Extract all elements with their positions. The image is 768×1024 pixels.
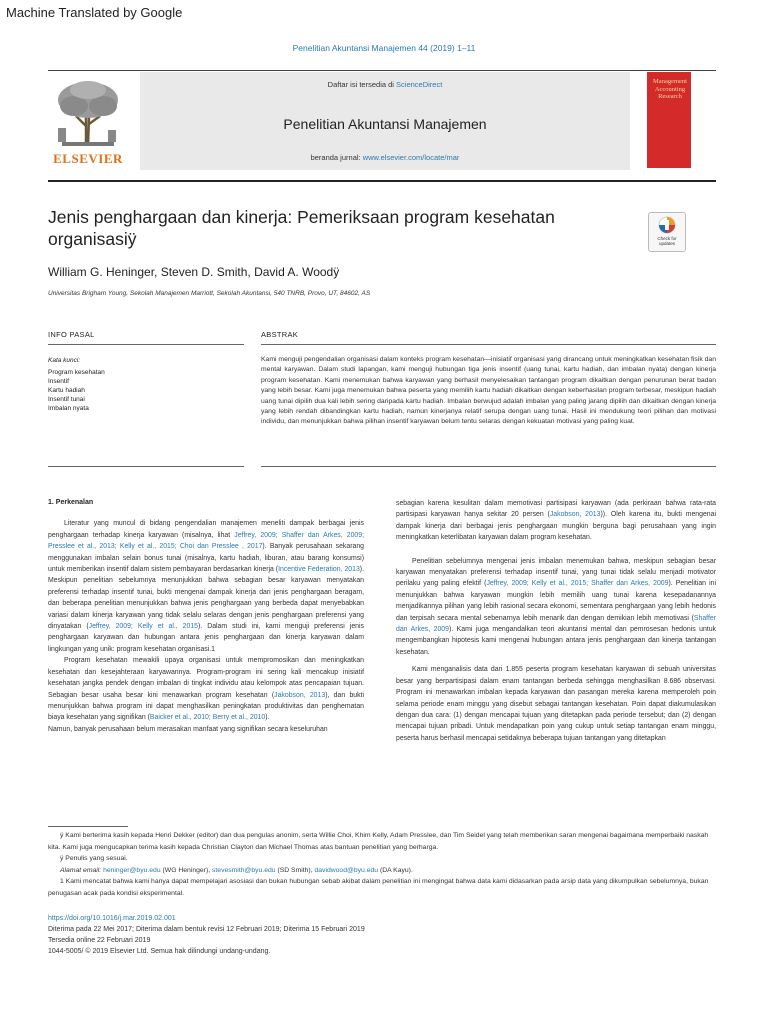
citation-link[interactable]: Shaffer dan Arkes, 2009 (396, 614, 716, 634)
footnote-acknowledgement: ÿ Kami berterima kasih kepada Henri Dekker (editor) dan dua pengulas anonim, serta Willie Choi, Khim Kelly, Adam Presslee, dan Tim Seidel yang telah memberikan saran mengenai bagaimana memperbaiki naskah kita. Kami juga mengucapkan terima kasih kepada Christian Clayton dan Michael Thomas atas bantuan penelitian yang berharga. (48, 832, 709, 851)
text: (DA Kayu). (378, 866, 413, 874)
text: )). Oleh karena itu, bukti mengenai dampak kinerja dari berbagai jenis penghargaan mungkin berguna bagi perusahaan yang ingin meningkatkan keterlibatan karyawan dalam program kesehatan. (396, 511, 716, 542)
received-dates: Diterima pada 22 Mei 2017; Diterima dalam bentuk revisi 12 Februari 2019; Diterima 15 Februari 2019 (48, 926, 365, 933)
paragraph: Namun, banyak perusahaan belum merasakan manfaat yang signifikan secara keseluruhan (48, 725, 328, 733)
text: ). Kami juga mengandalkan teori akuntansi mental dan pemrosesan hedonis untuk mengembangkan hipotesis kami mengenai hubungan antara jenis penghargaan dan kinerja tantangan kesehatan. (396, 626, 716, 656)
abstract-bottom-divider (261, 466, 716, 467)
text: ), dan bukti menunjukkan bahwa program ini dapat menghasilkan peningkatan produktivitas dan penghematan biaya kesehatan yang signifikan ( (48, 691, 365, 722)
copyright: 1044-5005/ © 2019 Elsevier Ltd. Semua hak dilindungi undang-undang. (48, 948, 271, 955)
footnote-corresponding: ÿ Penulis yang sesuai. (60, 855, 128, 862)
keyword-item: Insentif (48, 378, 69, 385)
keywords-list (48, 368, 105, 413)
keyword-item: Imbalan nyata (48, 405, 89, 412)
cover-title: Management Accounting Research (653, 78, 687, 100)
info-bottom-divider (48, 466, 244, 467)
online-date: Tersedia online 22 Februari 2019 (48, 937, 151, 944)
keywords-label: Kata kunci: (48, 357, 81, 364)
abstract-text: Kami menguji pengendalian organisasi dalam konteks program kesehatan—inisiatif organisasi yang dirancang untuk meningkatkan kesehatan fisik dan mental karyawan. Dalam studi lapangan, kami menguji hubungan tiga jenis insentif (uang tunai, kartu hadiah, dan imbalan nyata) dengan kinerja program kesehatan. Kami menemukan bahwa karyawan yang berhasil menyelesaikan tantangan program dikaitkan dengan penurunan berat badan yang lebih besar. Kami juga menemukan bahwa peserta yang memilih kartu hadiah dikaitkan dengan keberhasilan program terbesar, meskipun hadiah uang tunai dipilih dua kali lebih sering daripada kartu hadiah. Imbalan berwujud adalah imbalan yang paling jarang dipilih dan dikaitkan dengan kinerja yang lebih rendah dibandingkan kartu hadiah, namun kinerjanya relatif serupa dengan uang tunai. Hasil ini mendukung teori pilihan dan motivasi individu, dan menunjukkan bahwa pilihan insentif karyawan belum tentu selaras dengan kekuatan motivasi yang paling kuat. (261, 356, 716, 426)
footnote-emails (48, 865, 716, 877)
citation-link[interactable]: Jeffrey, 2009; Shaffer dan Arkes, 2009; Presslee et al., 2013; Kelly et al., 2015; Choi dan Presslee , 2017 (48, 531, 364, 551)
homepage-link[interactable]: www.elsevier.com/locate/mar (362, 153, 460, 162)
citation-link[interactable]: Jakobson, 2013 (549, 511, 601, 519)
citation-link[interactable]: Jeffrey, 2009; Kelly et al., 2015 (88, 623, 199, 631)
keyword-item: Program kesehatan (48, 369, 105, 376)
email-link[interactable]: stevesmith@byu.edu (212, 866, 276, 874)
check-for-updates-button[interactable] (648, 212, 686, 252)
sciencedirect-link[interactable]: ScienceDirect (396, 80, 443, 89)
check-for-updates-label: Check for updates (657, 236, 677, 246)
info-divider (48, 344, 244, 345)
footnote-1: 1 Kami mencatat bahwa kami hanya dapat mempelajari asosiasi dan bukan hubungan sebab akibat dalam penelitian ini mengingat bahwa data kami didasarkan pada arsip data yang dikumpulkan sebelumnya, bukan penugasan acak pada kondisi eksperimental. (48, 878, 709, 897)
header-divider (48, 180, 716, 182)
paragraph (396, 556, 716, 659)
citation-link[interactable]: Jeffrey, 2009; Kelly et al., 2015; Shaffer dan Arkes, 2009 (486, 580, 669, 588)
abstract-heading: ABSTRAK (261, 330, 299, 339)
text: Program kesehatan mewakili upaya organisasi untuk mempromosikan dan meningkatkan kesehatan dan kesejahteraan karyawannya. Program-program ini sering kali mencakup inisiatif kesehatan jangka pendek dengan imbalan di tingkat individu atau kelompok atas pencapaian tujuan. Sebagian besar usaha besar kini menawarkan program kesehatan ( (48, 657, 364, 699)
citation-link[interactable]: Incentive Federation, 2013 (278, 566, 360, 574)
contents-availability (140, 80, 630, 89)
paragraph (48, 655, 364, 723)
text: ). Dalam studi ini, kami menguji preferensi jenis penghargaan karyawan dan hubungan antara jenis penghargaan dan kinerja karyawan dalam lingkungan yang unik: program kesehatan organisasi.1 (48, 623, 364, 653)
text: ). (265, 714, 270, 722)
check-for-updates-icon (658, 216, 676, 234)
body-column-right (396, 498, 716, 744)
citation-link[interactable]: Jakobson, 2013 (274, 691, 326, 699)
author-list: William G. Heninger, Steven D. Smith, David A. Woodÿ (48, 265, 340, 279)
article-info-heading: INFO PASAL (48, 330, 95, 339)
email-label: Alamat email: (60, 866, 102, 874)
contents-prefix: Daftar isi tersedia di (327, 80, 397, 89)
journal-homepage (140, 153, 630, 162)
citation-link[interactable]: Baicker et al., 2010; Berry et al., 2010 (149, 714, 266, 722)
journal-cover-image[interactable] (647, 72, 691, 168)
email-link[interactable]: davidwood@byu.edu (314, 866, 379, 874)
elsevier-wordmark: ELSEVIER (53, 151, 123, 166)
email-link[interactable]: heninger@byu.edu (103, 866, 161, 874)
article-history (48, 913, 365, 957)
text: ). Meskipun penelitian sebelumnya menunjukkan bahwa sebagian besar karyawan menyatakan preferensi terhadap insentif tunai, bukti mengenai dampak kinerja dari jenis penghargaan beragam, dan beberapa penelitian menunjukkan bahwa jenis penghargaan yang berbeda dapat menyebabkan variasi dalam kinerja karyawan yang tidak selalu selaras dengan jenis penghargaan preferensi yang dinyatakan ( (48, 566, 364, 631)
text: ). Banyak perusahaan sekarang menggunakan imbalan selain bonus tunai (misalnya, kartu hadiah, liburan, atau barang konsumsi) untuk memberikan insentif dalam sistem pembayaran berdasarkan kinerja ( (48, 543, 364, 574)
body-column-left (48, 497, 364, 735)
paragraph (48, 518, 364, 655)
text: Penelitian sebelumnya mengenai jenis imbalan menemukan bahwa, meskipun sebagian besar karyawan menyatakan preferensi terhadap insentif tunai, yang tunai tidak selalu menjadi motivator perilaku yang paling efektif ( (396, 557, 716, 588)
paragraph: Kami menganalisis data dari 1.855 peserta program kesehatan karyawan di sebuah universitas besar yang berpartisipasi dalam enam tantangan berbeda sehingga menghasilkan 8.686 observasi. Program ini menawarkan imbalan kepada karyawan dan pasangan mereka karena memperoleh poin selama periode enam minggu yang disebut sebagai tantangan kesehatan. Poin dapat diakumulasikan dengan dua cara: (1) dengan mencapai tujuan yang ditetapkan pada periode tersebut; dan (2) dengan mencapai tujuan pribadi. Untuk mendapatkan poin yang cukup untuk setiap tantangan enam minggu, peserta harus berhasil mencapai setidaknya beberapa tujuan tantangan yang ditetapkan (396, 666, 716, 742)
top-divider (48, 70, 716, 71)
text: sebagian karena kesulitan dalam memotivasi partisipasi karyawan (ada perkiraan bahwa rata-rata partisipasi karyawan hanya sekitar 20 persen ( (396, 500, 716, 519)
text: (SD Smith), (275, 866, 315, 874)
author-affiliation: Universitas Brigham Young, Sekolah Manajemen Marriott, Sekolah Akuntansi, 540 TNRB, Provo, UT, 84602, AS (48, 290, 371, 297)
footnotes (48, 830, 716, 899)
article-title: Jenis penghargaan dan kinerja: Pemeriksaan program kesehatan organisasiÿ (48, 207, 555, 249)
homepage-prefix: beranda jurnal: (310, 153, 363, 162)
text: ). Penelitian ini menunjukkan bahwa karyawan mungkin lebih memilih uang tunai karena kesepadanannya menjadikannya pilihan yang lebih rasional secara ekonomi, sementara penghargaan yang lebih hedonis dan terpisah secara mental sebenarnya lebih menarik dan dengan demikian lebih memotivasi ( (396, 580, 716, 622)
text: Literatur yang muncul di bidang pengendalian manajemen meneliti dampak berbagai jenis penghargaan terhadap kinerja karyawan (misalnya, lihat (48, 520, 364, 539)
machine-translation-banner: Machine Translated by Google (6, 5, 183, 20)
journal-title: Penelitian Akuntansi Manajemen (283, 116, 487, 132)
keyword-item: Insentif tunai (48, 396, 85, 403)
section-heading: 1. Perkenalan (48, 499, 94, 506)
footnote-divider (48, 826, 128, 827)
abstract-divider (261, 344, 716, 345)
doi-link[interactable]: https://doi.org/10.1016/j.mar.2019.02.001 (48, 915, 176, 922)
journal-reference-link[interactable]: Penelitian Akuntansi Manajemen 44 (2019) 1–11 (292, 43, 476, 53)
keyword-item: Kartu hadiah (48, 387, 85, 394)
text: (WG Heninger), (160, 866, 212, 874)
paragraph (396, 498, 716, 544)
